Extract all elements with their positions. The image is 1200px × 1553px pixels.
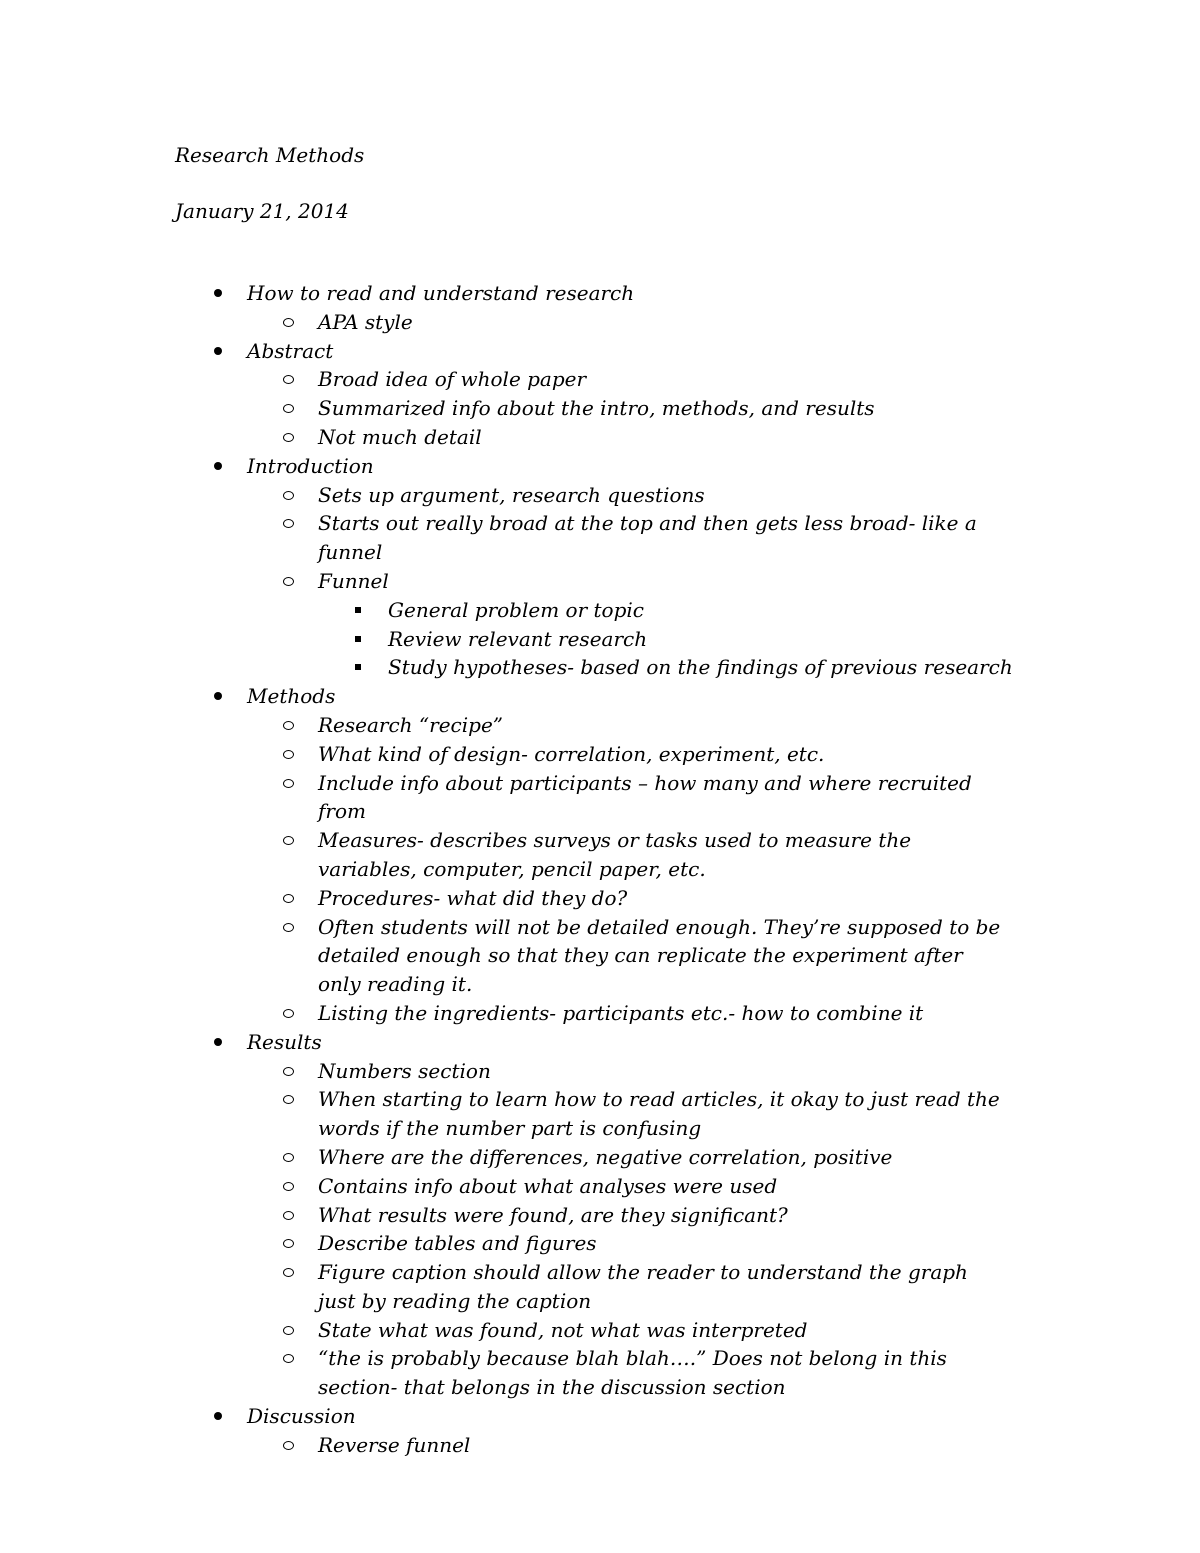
hollow-circle-bullet-icon xyxy=(283,519,294,528)
hollow-circle-bullet-icon xyxy=(283,1239,294,1248)
outline-item-level-2 xyxy=(318,711,1010,740)
outline-item-level-1 xyxy=(247,452,1027,481)
document-title: Research Methods xyxy=(175,143,365,167)
square-bullet-icon xyxy=(355,607,361,613)
square-bullet-icon xyxy=(355,636,361,642)
outline-item-text: What kind of design- correlation, experiment, etc. xyxy=(318,741,825,766)
outline-item-text: What results were found, are they significant? xyxy=(318,1202,788,1227)
outline-item-level-2 xyxy=(318,913,1010,999)
outline-item-level-3 xyxy=(388,653,1028,682)
filled-circle-bullet-icon xyxy=(214,347,222,355)
outline-item-text: Where are the differences, negative correlation, positive xyxy=(318,1144,893,1169)
outline-item-text: Abstract xyxy=(247,338,334,363)
outline-item-level-2 xyxy=(318,394,1010,423)
outline-item-level-2 xyxy=(318,826,1010,884)
outline-item-text: State what was found, not what was interpreted xyxy=(318,1317,808,1342)
filled-circle-bullet-icon xyxy=(214,289,222,297)
outline-item-level-2 xyxy=(318,509,1010,567)
filled-circle-bullet-icon xyxy=(214,1038,222,1046)
hollow-circle-bullet-icon xyxy=(283,894,294,903)
hollow-circle-bullet-icon xyxy=(283,433,294,442)
outline-item-level-2 xyxy=(318,884,1010,913)
outline-item-level-2 xyxy=(318,740,1010,769)
filled-circle-bullet-icon xyxy=(214,462,222,470)
hollow-circle-bullet-icon xyxy=(283,721,294,730)
outline-item-level-2 xyxy=(318,1057,1010,1086)
outline-item-text: When starting to learn how to read articles, it okay to just read the words if the number part is confusing xyxy=(318,1087,1000,1141)
outline-item-text: Include info about participants – how many and where recruited from xyxy=(318,770,972,824)
outline-item-level-3 xyxy=(388,596,1028,625)
hollow-circle-bullet-icon xyxy=(283,750,294,759)
outline-item-text: Not much detail xyxy=(318,424,482,449)
filled-circle-bullet-icon xyxy=(214,692,222,700)
hollow-circle-bullet-icon xyxy=(283,491,294,500)
hollow-circle-bullet-icon xyxy=(283,1211,294,1220)
outline-item-text: Numbers section xyxy=(318,1058,491,1083)
outline-item-text: Funnel xyxy=(318,568,389,593)
outline-item-text: Methods xyxy=(247,684,336,709)
outline-item-level-1 xyxy=(247,682,1027,711)
outline-item-level-2 xyxy=(318,481,1010,510)
hollow-circle-bullet-icon xyxy=(283,836,294,845)
outline-item-level-2 xyxy=(318,1172,1010,1201)
hollow-circle-bullet-icon xyxy=(283,1182,294,1191)
hollow-circle-bullet-icon xyxy=(283,375,294,384)
outline-item-level-2 xyxy=(318,308,1010,337)
outline-item-level-2 xyxy=(318,365,1010,394)
outline-item-level-2 xyxy=(318,999,1010,1028)
outline-item-text: Introduction xyxy=(247,453,374,478)
hollow-circle-bullet-icon xyxy=(283,1153,294,1162)
outline-list xyxy=(0,279,1200,1460)
hollow-circle-bullet-icon xyxy=(283,404,294,413)
hollow-circle-bullet-icon xyxy=(283,923,294,932)
outline-item-level-2 xyxy=(318,423,1010,452)
outline-item-level-3 xyxy=(388,625,1028,654)
outline-item-level-1 xyxy=(247,337,1027,366)
outline-item-text: Summarized info about the intro, methods, and results xyxy=(318,396,875,421)
outline-item-text: Results xyxy=(247,1029,322,1054)
outline-item-text: Discussion xyxy=(247,1404,356,1429)
outline-item-text: Procedures- what did they do? xyxy=(318,885,628,910)
hollow-circle-bullet-icon xyxy=(283,1095,294,1104)
hollow-circle-bullet-icon xyxy=(283,1326,294,1335)
outline-item-text: Listing the ingredients- participants etc.- how to combine it xyxy=(318,1000,924,1025)
hollow-circle-bullet-icon xyxy=(283,1354,294,1363)
document-date: January 21, 2014 xyxy=(175,199,349,223)
outline-item-text: Study hypotheses- based on the findings of previous research xyxy=(388,655,1013,680)
outline-item-level-2 xyxy=(318,567,1010,596)
outline-item-text: How to read and understand research xyxy=(247,281,635,305)
outline-item-level-2 xyxy=(318,1258,1010,1316)
outline-item-text: Describe tables and figures xyxy=(318,1231,597,1256)
outline-item-level-1 xyxy=(247,1028,1027,1057)
outline-item-text: Contains info about what analyses were used xyxy=(318,1173,778,1198)
outline-item-level-2 xyxy=(318,769,1010,827)
outline-item-text: Research “recipe” xyxy=(318,712,503,737)
outline-item-text: “the is probably because blah blah….” Does not belong in this section- that belongs in the discussion section xyxy=(318,1346,947,1400)
outline-item-text: Starts out really broad at the top and then gets less broad- like a funnel xyxy=(318,511,977,565)
outline-item-text: Measures- describes surveys or tasks used to measure the variables, computer, pencil paper, etc. xyxy=(318,828,912,881)
outline-item-level-2 xyxy=(318,1316,1010,1345)
outline-item-level-2 xyxy=(318,1431,1010,1460)
outline-item-level-2 xyxy=(318,1085,1010,1143)
filled-circle-bullet-icon xyxy=(214,1412,222,1420)
hollow-circle-bullet-icon xyxy=(283,1268,294,1277)
outline-item-text: Figure caption should allow the reader to understand the graph just by reading the caption xyxy=(318,1260,968,1313)
outline-item-level-2 xyxy=(318,1201,1010,1230)
square-bullet-icon xyxy=(355,664,361,670)
outline-item-level-2 xyxy=(318,1229,1010,1258)
hollow-circle-bullet-icon xyxy=(283,779,294,788)
hollow-circle-bullet-icon xyxy=(283,318,294,327)
outline-item-text: Often students will not be detailed enough. They’re supposed to be detailed enough so that they can replicate the experiment after only reading it. xyxy=(318,914,1001,997)
outline-item-level-2 xyxy=(318,1143,1010,1172)
outline-item-level-1 xyxy=(247,1402,1027,1431)
hollow-circle-bullet-icon xyxy=(283,1067,294,1076)
outline-item-text: Review relevant research xyxy=(388,626,648,651)
outline-item-text: APA style xyxy=(318,309,413,334)
outline-item-text: Sets up argument, research questions xyxy=(318,482,705,507)
outline-item-text: Reverse funnel xyxy=(318,1432,471,1457)
outline-item-level-2 xyxy=(318,1344,1010,1402)
outline-item-level-1 xyxy=(247,279,1027,308)
outline-item-text: General problem or topic xyxy=(388,597,644,622)
hollow-circle-bullet-icon xyxy=(283,1441,294,1450)
hollow-circle-bullet-icon xyxy=(283,577,294,586)
outline-item-text: Broad idea of whole paper xyxy=(318,367,587,392)
hollow-circle-bullet-icon xyxy=(283,1009,294,1018)
